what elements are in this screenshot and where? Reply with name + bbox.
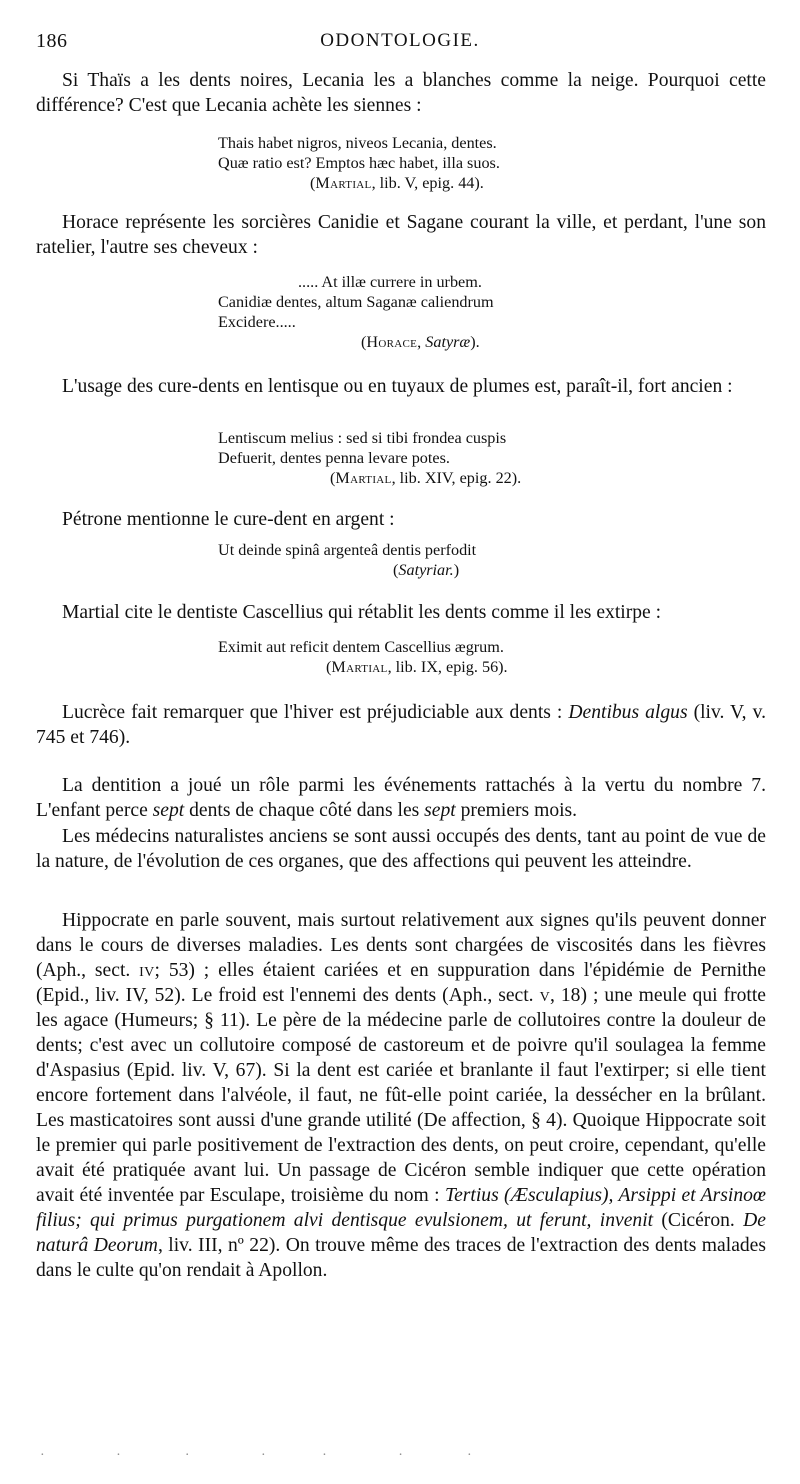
quote-martial-thais [218,133,500,193]
paragraph-dentition: La dentition a joué un rôle parmi les événements rattachés à la vertu du nombre 7. L'enfant perce sept dents de chaque côté dans les sept premiers mois. [36,775,766,821]
page-header [36,30,764,56]
paragraph-medecins: Les médecins naturalistes anciens se sont aussi occupés des dents, tant au point de vue de la nature, de l'évolution de ces organes, que des affections qui peuvent les atteindre. [36,826,766,872]
quote-line: Eximit aut reficit dentem Cascellius ægrum. [218,638,504,656]
quote-horace [218,272,494,352]
source-author: Martial [331,658,388,676]
source-author: Horace [366,333,418,351]
quote-source: (Martial, lib. XIV, epig. 22). [330,469,522,487]
scan-specks: · · · · · · · [40,1448,476,1463]
quote-line: Lentiscum melius : sed si tibi frondea cuspis [218,429,507,447]
quote-martial-cascellius [218,637,508,677]
quote-source: (Martial, lib. V, epig. 44). [310,174,484,192]
source-author: Martial [315,174,372,192]
source-author: Martial [335,469,392,487]
paragraph-cascellius: Martial cite le dentiste Cascellius qui rétablit les dents comme il les extirpe : [62,602,662,623]
quote-line: Defuerit, dentes penna levare potes. [218,449,450,467]
source-work: Satyræ [425,333,471,351]
paragraph-cure-dents: L'usage des cure-dents en lentisque ou en tuyaux de plumes est, paraît-il, fort ancien : [62,376,733,397]
quote-line: Thais habet nigros, niveos Lecania, dentes. [218,134,497,152]
quote-martial-lentiscum [218,428,521,488]
source-work: Satyriar. [398,561,454,579]
paragraph-thais: Si Thaïs a les dents noires, Lecania les a blanches comme la neige. Pourquoi cette différence? C'est que Lecania achète les siennes : [36,70,766,116]
quote-line: Excidere..... [218,313,296,331]
quote-source: (Martial, lib. IX, epig. 56). [326,658,508,676]
page-number: 186 [36,30,68,52]
paragraph-horace: Horace représente les sorcières Canidie et Sagane courant la ville, et perdant, l'une son ratelier, l'autre ses cheveux : [36,212,766,258]
quote-line: Ut deinde spinâ argenteâ dentis perfodit [218,541,477,559]
quote-line: Canidiæ dentes, altum Saganæ caliendrum [218,293,494,311]
paragraph-hippocrate: Hippocrate en parle souvent, mais surtout relativement aux signes qu'ils peuvent donner dans le cours de diverses maladies. Les dents sont chargées de viscosités dans les fièvres (Aph., sect. iv; 53) ; elles étaient cariées et en suppuration dans l'épidémie de Pernithe (Epid., liv. IV, 52). Le froid est l'ennemi des dents (Aph., sect. v, 18) ; une meule qui frotte les agace (Humeurs; § 11). Le père de la médecine parle de collutoires contre la douleur de dents; c'est avec un collutoire composé de castoreum et de poivre qu'il soulagea la femme d'Aspasius (Epid. liv. V, 67). Si la dent est cariée et branlante il faut l'extirper; si elle tient encore fortement dans l'alvéole, il faut, ne fût-elle point cariée, la dessécher en la brûlant. Les masticatoires sont aussi d'une grande utilité (De affection, § 4). Quoique Hippocrate soit le premier qui parle positivement de l'extraction des dents, on peut croire, cependant, qu'elle avait été pratiquée avant lui. Un passage de Cicéron semble indiquer que cette opération avait été inventée par Esculape, troisième du nom : Tertius (Æsculapius), Arsippi et Arsinoœ filius; qui primus purgationem alvi dentisque evulsionem, ut ferunt, invenit (Cicéron. De naturâ Deorum, liv. III, nº 22). On trouve même des traces de l'extraction des dents malades dans le culte qu'on rendait à Apollon. [36,910,767,1281]
quote-line: ..... At illæ currere in urbem. [298,273,482,291]
paragraph-lucrece: Lucrèce fait remarquer que l'hiver est préjudiciable aux dents : Dentibus algus (liv. V, v. 745 et 746). [36,702,767,748]
running-title: ODONTOLOGIE. [320,30,480,51]
quote-source: (Horace, Satyræ). [361,333,480,351]
quote-line: Quæ ratio est? Emptos hæc habet, illa suos. [218,154,500,172]
quote-petrone [218,540,476,580]
quote-source: (Satyriar.) [393,561,460,579]
paragraph-petrone: Pétrone mentionne le cure-dent en argent : [62,509,395,530]
